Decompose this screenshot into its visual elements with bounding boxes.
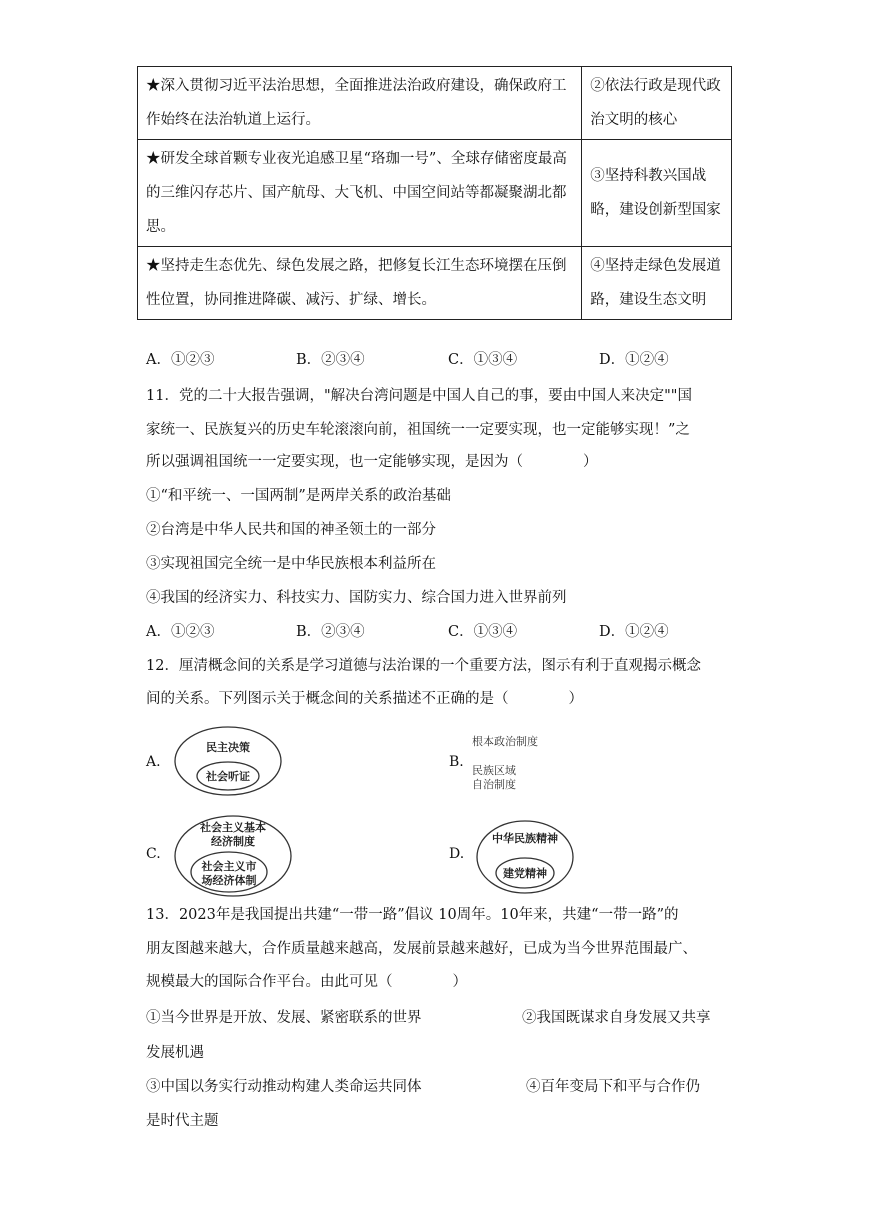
q10-options — [146, 350, 746, 370]
q12-stem-line — [146, 689, 583, 709]
diagram-a-outer: 民主决策 — [206, 741, 250, 754]
q13-stem-text: 规模最大的国际合作平台。由此可见（ — [146, 974, 393, 990]
diagram-c-label[interactable]: C. — [146, 846, 161, 862]
q13-stem-bracket: ） — [452, 974, 467, 990]
matching-table — [137, 66, 732, 320]
diagram-a-inner: 社会听证 — [206, 770, 250, 783]
diagram-c-outer-line2: 经济制度 — [211, 835, 255, 848]
q13-item-cont: 是时代主题 — [146, 1113, 219, 1129]
q13-item: ③中国以务实行动推动构建人类命运共同体 — [146, 1079, 422, 1095]
option-d[interactable]: D．①②④ — [599, 624, 669, 640]
q11-item: ②台湾是中华人民共和国的神圣领土的一部分 — [146, 522, 436, 538]
table-row — [138, 247, 732, 320]
q12-stem-bracket: ） — [568, 691, 583, 707]
diagram-c-inner-line1: 社会主义市 — [201, 860, 257, 873]
diagram-a-label[interactable]: A. — [146, 754, 161, 770]
table-cell-right: ④坚持走绿色发展道路，建设生态文明 — [582, 247, 732, 320]
q11-stem-text: 所以强调祖国统一一定要实现，也一定能够实现，是因为（ — [146, 454, 523, 470]
diagram-b-inner-line1: 民族区域 — [472, 764, 516, 777]
diagram-b-inner-line2: 自治制度 — [472, 778, 516, 791]
table-cell-right: ②依法行政是现代政治文明的核心 — [582, 67, 732, 140]
option-a[interactable]: A．①②③ — [146, 352, 215, 368]
table-cell-right: ③坚持科教兴国战略，建设创新型国家 — [582, 140, 732, 247]
table-cell-left: ★深入贯彻习近平法治思想，全面推进法治政府建设，确保政府工作始终在法治轨道上运行。 — [138, 67, 582, 140]
q11-stem-line: 11．党的二十大报告强调，"解决台湾问题是中国人自己的事，要由中国人来决定""国 — [146, 388, 692, 404]
q11-options — [146, 622, 746, 642]
q11-item: ①“和平统一、一国两制”是两岸关系的政治基础 — [146, 488, 451, 504]
q13-item: ②我国既谋求自身发展又共享 — [522, 1010, 711, 1026]
option-d[interactable]: D．①②④ — [599, 352, 669, 368]
option-a[interactable]: A．①②③ — [146, 624, 215, 640]
diagram-b-label[interactable]: B. — [449, 754, 464, 770]
table-row — [138, 67, 732, 140]
q13-item: ④百年变局下和平与合作仍 — [526, 1079, 700, 1095]
diagram-d-outer: 中华民族精神 — [492, 832, 558, 845]
diagram-d — [474, 818, 576, 896]
diagram-c — [172, 814, 294, 898]
q11-stem-line — [146, 452, 598, 472]
diagram-b-outer: 根本政治制度 — [472, 735, 538, 748]
diagram-a — [172, 724, 284, 798]
q12-stem-text: 间的关系。下列图示关于概念间的关系描述不正确的是（ — [146, 691, 509, 707]
q13-stem-line: 13．2023年是我国提出共建“一带一路”倡议 10周年。10年来，共建“一带一路”的 — [146, 907, 679, 923]
q13-item-cont: 发展机遇 — [146, 1045, 204, 1061]
q13-item: ①当今世界是开放、发展、紧密联系的世界 — [146, 1010, 422, 1026]
q11-stem-line: 家统一、民族复兴的历史车轮滚滚向前，祖国统一一定要实现，也一定能够实现！”之 — [146, 422, 690, 438]
option-c[interactable]: C．①③④ — [448, 624, 518, 640]
diagram-c-outer-line1: 社会主义基本 — [200, 821, 266, 834]
diagram-d-label[interactable]: D. — [449, 846, 465, 862]
table-cell-left: ★坚持走生态优先、绿色发展之路，把修复长江生态环境摆在压倒性位置，协同推进降碳、减污、扩绿、增长。 — [138, 247, 582, 320]
q12-stem-line: 12．厘清概念间的关系是学习道德与法治课的一个重要方法，图示有利于直观揭示概念 — [146, 658, 701, 674]
diagram-d-inner: 建党精神 — [503, 867, 547, 880]
q11-stem-bracket: ） — [583, 454, 598, 470]
q13-stem-line: 朋友图越来越大，合作质量越来越高，发展前景越来越好，已成为当今世界范围最广、 — [146, 941, 697, 957]
q11-item: ④我国的经济实力、科技实力、国防实力、综合国力进入世界前列 — [146, 590, 567, 606]
option-b[interactable]: B．②③④ — [296, 624, 365, 640]
q11-item: ③实现祖国完全统一是中华民族根本利益所在 — [146, 556, 436, 572]
diagram-c-inner-line2: 场经济体制 — [201, 874, 257, 887]
table-row — [138, 140, 732, 247]
option-b[interactable]: B．②③④ — [296, 352, 365, 368]
option-c[interactable]: C．①③④ — [448, 352, 518, 368]
table-cell-left: ★研发全球首颗专业夜光追感卫星“珞珈一号”、全球存储密度最高的三维闪存芯片、国产航母、大飞机、中国空间站等都凝聚湖北都思。 — [138, 140, 582, 247]
q13-stem-line — [146, 972, 467, 992]
